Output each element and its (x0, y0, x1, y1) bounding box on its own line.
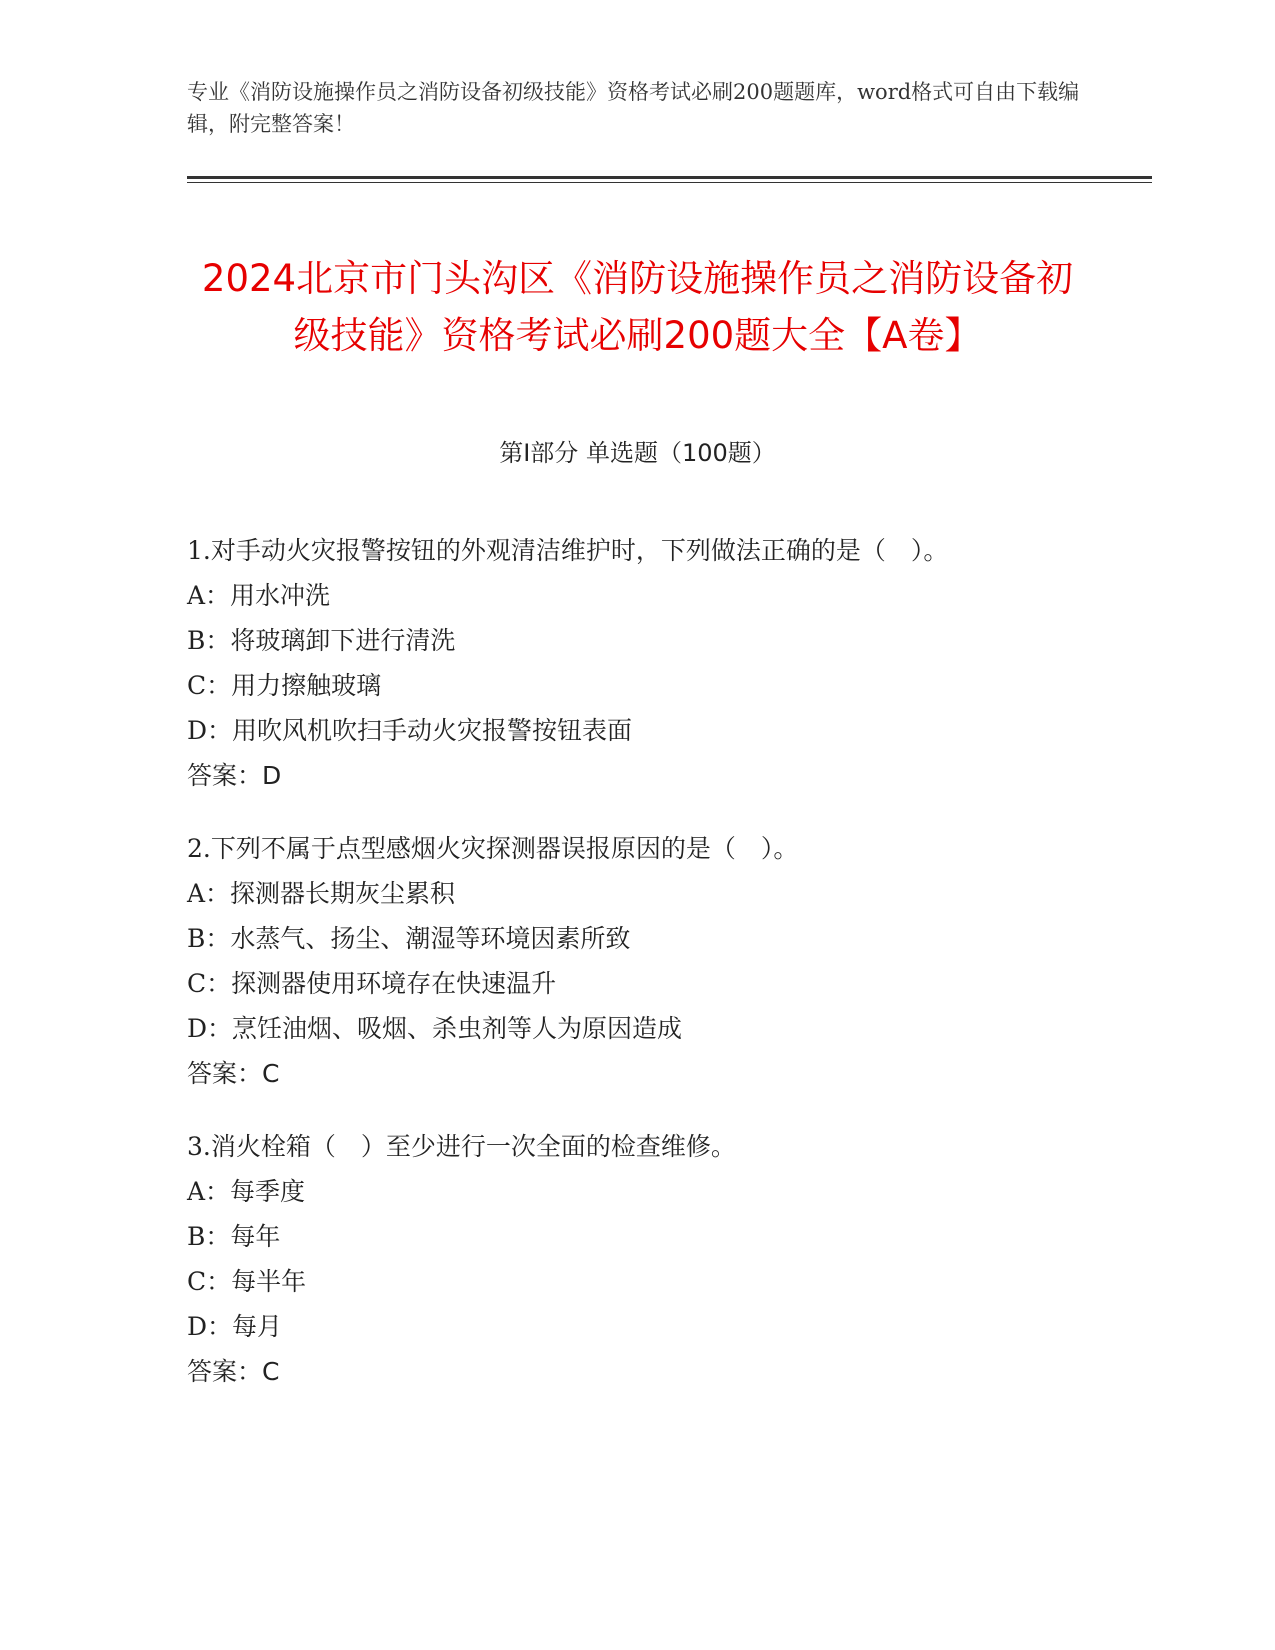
question-stem: 2.下列不属于点型感烟火灾探测器误报原因的是（ ）。 (187, 834, 799, 863)
question-2 (187, 826, 1067, 1096)
section-title: 第Ⅰ部分 单选题（100题） (499, 439, 776, 467)
question-3 (187, 1124, 1067, 1394)
option-c: C：每半年 (187, 1267, 307, 1296)
option-d: D：用吹风机吹扫手动火灾报警按钮表面 (187, 716, 633, 745)
option-b: B：水蒸气、扬尘、潮湿等环境因素所致 (187, 924, 631, 953)
option-d: D：每月 (187, 1312, 283, 1341)
option-c: C：用力擦触玻璃 (187, 671, 382, 700)
option-c: C：探测器使用环境存在快速温升 (187, 969, 557, 998)
option-a: A：探测器长期灰尘累积 (187, 879, 456, 908)
header-divider-thin (187, 182, 1152, 183)
option-a: A：用水冲洗 (187, 581, 331, 610)
answer: 答案：D (187, 761, 282, 790)
answer: 答案：C (187, 1059, 280, 1088)
document-title: 2024北京市门头沟区《消防设施操作员之消防设备初级技能》资格考试必刷200题大全【A卷】 (201, 256, 1074, 357)
option-a: A：每季度 (187, 1177, 306, 1206)
option-b: B：将玻璃卸下进行清洗 (187, 626, 456, 655)
header-divider-thick (187, 176, 1152, 179)
question-stem: 1.对手动火灾报警按钮的外观清洁维护时，下列做法正确的是（ ）。 (187, 536, 949, 565)
option-b: B：每年 (187, 1222, 281, 1251)
answer: 答案：C (187, 1357, 280, 1386)
question-list (187, 528, 1067, 1422)
option-d: D：烹饪油烟、吸烟、杀虫剂等人为原因造成 (187, 1014, 683, 1043)
header-note: 专业《消防设施操作员之消防设备初级技能》资格考试必刷200题题库，word格式可自由下载编辑，附完整答案！ (187, 80, 1080, 136)
question-stem: 3.消火栓箱（ ）至少进行一次全面的检查维修。 (187, 1132, 736, 1161)
question-1 (187, 528, 1067, 798)
